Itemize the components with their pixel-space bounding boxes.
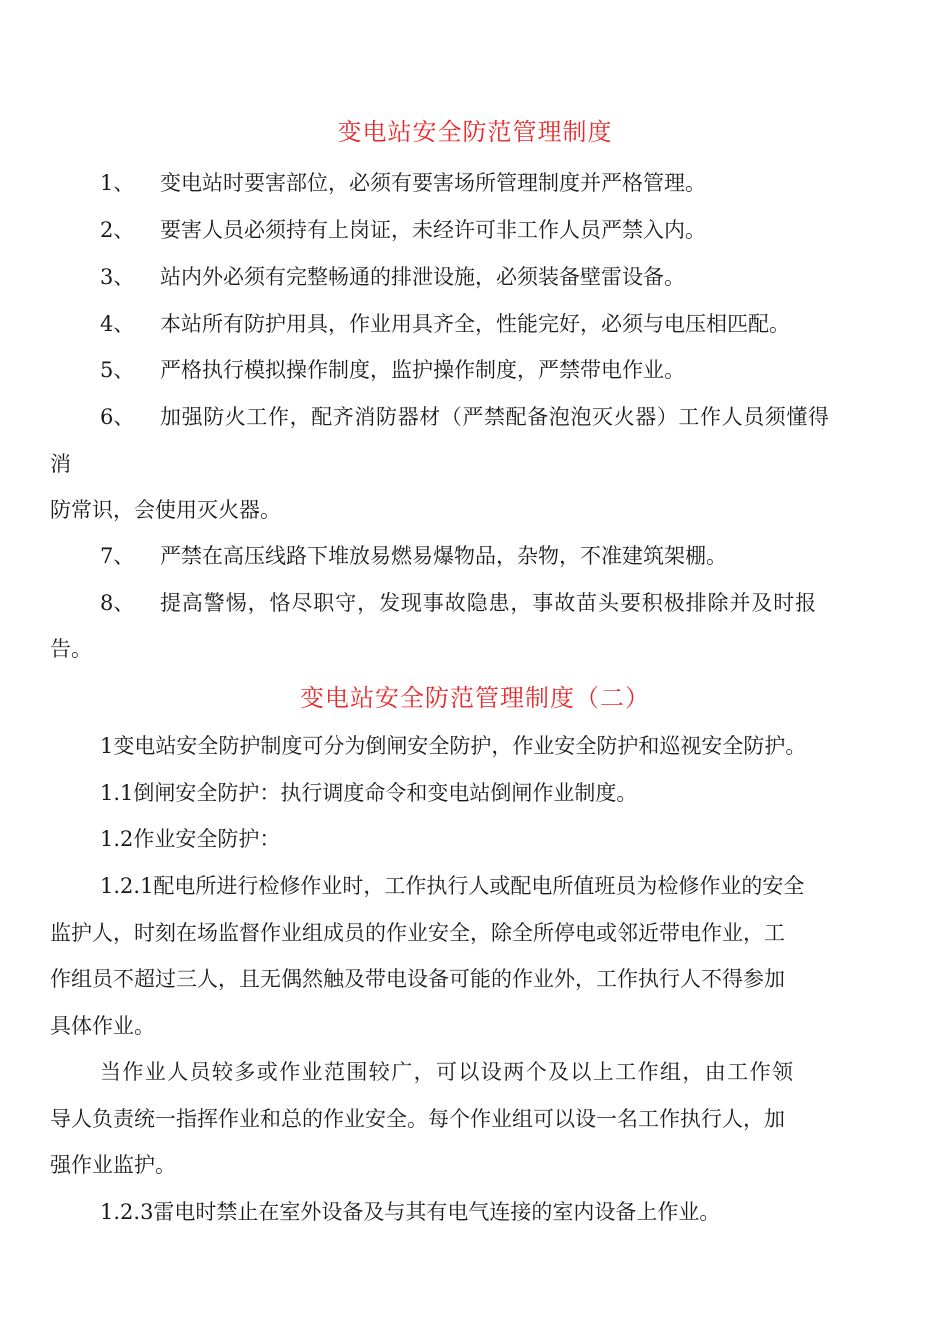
item-2-number: 2、: [100, 218, 135, 242]
item-5-number: 5、: [100, 358, 135, 382]
item-1-text: 变电站时要害部位，必须有要害场所管理制度并严格管理。: [160, 171, 706, 195]
section2-paragraph-1-1: 1.1倒闸安全防护：执行调度命令和变电站倒闸作业制度。: [100, 781, 638, 805]
section1-title: 变电站安全防范管理制度: [337, 118, 613, 146]
section2-paragraph-1-2-3: 1.2.3雷电时禁止在室外设备及与其有电气连接的室内设备上作业。: [100, 1200, 721, 1224]
item-7-text: 严禁在高压线路下堆放易燃易爆物品，杂物，不准建筑架棚。: [160, 544, 727, 568]
item-3-number: 3、: [100, 265, 135, 289]
item-2-text: 要害人员必须持有上岗证，未经许可非工作人员严禁入内。: [160, 218, 706, 242]
section2-paragraph-1-2-1-line-1: 1.2.1配电所进行检修作业时，工作执行人或配电所值班员为检修作业的安全: [100, 874, 805, 898]
section2-paragraph-groups-line-1: 当作业人员较多或作业范围较广，可以设两个及以上工作组，由工作领: [100, 1060, 795, 1084]
item-8-number: 8、: [100, 591, 135, 615]
section2-paragraph-1-2-1-line-2: 监护人，时刻在场监督作业组成员的作业安全，除全所停电或邻近带电作业，工: [50, 921, 785, 945]
item-5-text: 严格执行模拟操作制度，监护操作制度，严禁带电作业。: [160, 358, 685, 382]
section2-paragraph-groups-line-2: 导人负责统一指挥作业和总的作业安全。每个作业组可以设一名工作执行人，加: [50, 1107, 785, 1131]
item-7-number: 7、: [100, 544, 135, 568]
item-6-text: 加强防火工作，配齐消防器材（严禁配备泡泡灭火器）工作人员须懂得: [160, 405, 830, 429]
section2-paragraph-1-2: 1.2作业安全防护：: [100, 827, 281, 851]
section2-paragraph-groups-line-3: 强作业监护。: [50, 1153, 176, 1177]
section2-paragraph-1-2-1-line-3: 作组员不超过三人，且无偶然触及带电设备可能的作业外，工作执行人不得参加: [50, 967, 785, 991]
item-8-continuation: 告。: [50, 637, 92, 661]
item-8-text: 提高警惕，恪尽职守，发现事故隐患，事故苗头要积极排除并及时报: [160, 591, 817, 615]
item-3-text: 站内外必须有完整畅通的排泄设施，必须装备壁雷设备。: [160, 265, 685, 289]
section2-paragraph-1-2-1-line-4: 具体作业。: [50, 1014, 155, 1038]
item-1-number: 1、: [100, 171, 135, 195]
item-4-text: 本站所有防护用具，作业用具齐全，性能完好，必须与电压相匹配。: [160, 312, 790, 336]
item-6-continuation-2: 防常识，会使用灭火器。: [50, 498, 281, 522]
item-4-number: 4、: [100, 312, 135, 336]
item-6-continuation-1: 消: [50, 452, 71, 476]
item-6-number: 6、: [100, 405, 135, 429]
section2-title: 变电站安全防范管理制度（二）: [300, 684, 650, 712]
section2-paragraph-1: 1变电站安全防护制度可分为倒闸安全防护，作业安全防护和巡视安全防护。: [100, 734, 807, 758]
